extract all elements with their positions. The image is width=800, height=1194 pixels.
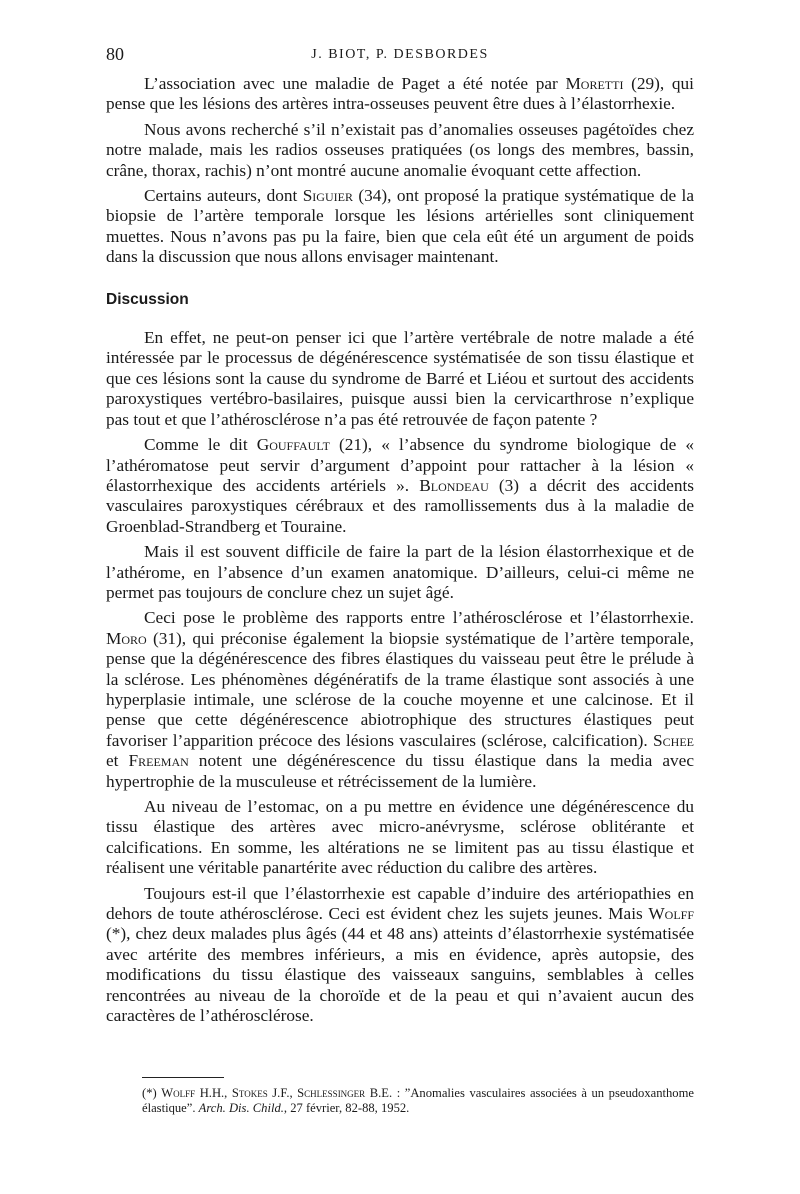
footnote-rule bbox=[142, 1077, 224, 1078]
body-text bbox=[106, 74, 694, 1031]
paragraph: Comme le dit Gouffault (21), « l’absence du syndrome biologique de « l’athéromatose peut servir d’argument d’appoint pour rattacher à la lésion « élastorrhexique des accidents artériels ». Blondeau (3) a décrit des accidents vasculaires paroxystiques cérébraux et des ramollissements dus à la maladie de Groenblad-Strandberg et Touraine. bbox=[106, 435, 694, 536]
paragraph: L’association avec une maladie de Paget a été notée par Moretti (29), qui pense que les lésions des artères intra-osseuses peuvent être dues à l’élastorrhexie. bbox=[106, 74, 694, 114]
paragraph: Au niveau de l’estomac, on a pu mettre en évidence une dégénérescence du tissu élastique des artères avec micro-anévrysme, sclérose oblitérante et calcifications. En somme, les altérations ne se limitent pas au tissu élastique et réalisent une véritable panartérite avec réduction du calibre des artères. bbox=[106, 797, 694, 878]
author-name: Schee bbox=[653, 730, 694, 750]
section-heading: Discussion bbox=[106, 290, 189, 308]
paragraph: Nous avons recherché s’il n’existait pas d’anomalies osseuses pagétoïdes chez notre malade, mais les radios osseuses pratiquées (os longs des membres, bassin, crâne, thorax, rachis) n’ont montré aucune anomalie évoquant cette affection. bbox=[106, 119, 694, 180]
footnote: (*) Wolff H.H., Stokes J.F., Schlessinger B.E. : ”Anomalies vasculaires associées à un pseudoxanthome élastique”. Arch. Dis. Child., 27 février, 82-88, 1952. bbox=[142, 1086, 694, 1115]
author-name: Moretti bbox=[565, 74, 624, 93]
paragraph: En effet, ne peut-on penser ici que l’artère vertébrale de notre malade a été intéressée par le processus de dégénérescence systématisée de son tissu élastique et que ces lésions sont la cause du syndrome de Barré et Liéou et surtout des accidents paroxystiques vertébro-basilaires, puisque aussi bien la cervicarthrose n’explique pas tout et que l’athérosclérose n’a pas été retrouvée de façon patente ? bbox=[106, 328, 694, 429]
author-name: Moro bbox=[106, 628, 147, 648]
footnote-journal: Arch. Dis. Child. bbox=[198, 1101, 284, 1115]
author-name: Blondeau bbox=[419, 475, 489, 495]
page-number: 80 bbox=[106, 44, 124, 64]
author-name: Siguier bbox=[302, 186, 353, 206]
running-title: J. BIOT, P. DESBORDES bbox=[311, 47, 489, 62]
paragraph: Toujours est-il que l’élastorrhexie est capable d’induire des artériopathies en dehors de toute athérosclérose. Ceci est évident chez les sujets jeunes. Mais Wolff (*), chez deux malades plus âgés (44 et 48 ans) atteints d’élastorrhexie systématisée avec artérite des membres inférieurs, a mis en évidence, après autopsie, des modifications du tissu élastique des vaisseaux sanguins, semblables à celles rencontrées au niveau de la choroïde et de la peau et qui n’avaient aucun des caractères de l’athérosclérose. bbox=[106, 883, 694, 1026]
author-name: Gouffault bbox=[256, 435, 330, 455]
paragraph: Certains auteurs, dont Siguier (34), ont proposé la pratique systématique de la biopsie de l’artère temporale lorsque les lésions artérielles sont cliniquement muettes. Nous n’avons pas pu la faire, bien que cela eût été un argument de poids dans la discussion que nous allons envisager maintenant. bbox=[106, 186, 695, 267]
author-name: Freeman bbox=[128, 751, 189, 771]
footnote-authors: Wolff H.H., Stokes J.F., Schlessinger B.E. bbox=[161, 1086, 393, 1100]
paragraph: Mais il est souvent difficile de faire la part de la lésion élastorrhexique et de l’athérome, en l’absence d’un examen anatomique. D’ailleurs, celui-ci même ne permet pas toujours de conclure chez un sujet âgé. bbox=[106, 542, 694, 602]
page-header bbox=[106, 44, 694, 70]
author-name: Wolff bbox=[648, 904, 694, 924]
paragraph: Ceci pose le problème des rapports entre l’athérosclérose et l’élastorrhexie. Moro (31), qui préconise également la biopsie systématique de l’artère temporale, pense que la dégénérescence des fibres élastiques du vaisseau peut être le prélude à la sclérose. Les phénomènes dégénératifs de la trame élastique sont associés à une hyperplasie intimale, une sclérose de la couche moyenne et une calcinose. Et il pense que cette dégénérescence abiotrophique des structures élastiques peut favoriser l’apparition précoce des lésions vasculaires (sclérose, calcification). Schee et Freeman notent une dégénérescence du tissu élastique dans la media avec hypertrophie de la musculeuse et rétrécissement de la lumière. bbox=[106, 608, 694, 791]
